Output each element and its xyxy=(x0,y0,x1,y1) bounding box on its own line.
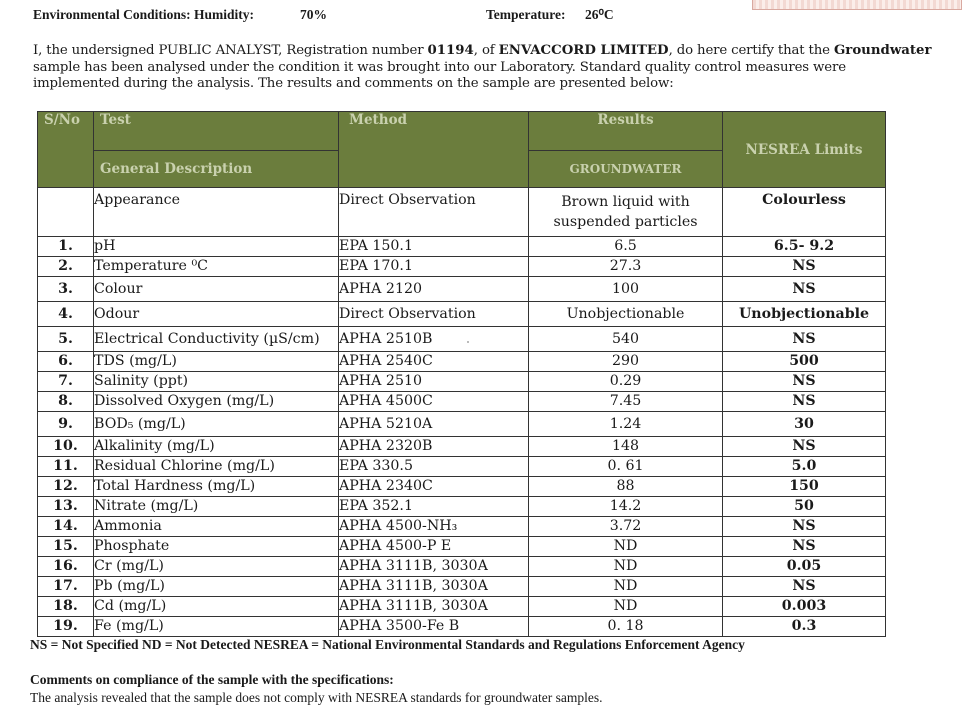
cell-result: 0.29 xyxy=(529,372,723,392)
cell-result: 7.45 xyxy=(529,392,723,412)
cell-method: APHA 3500-Fe B xyxy=(339,617,529,637)
cell-sno: 1. xyxy=(38,237,94,257)
cell-limit: NS xyxy=(723,392,886,412)
stamp-fragment xyxy=(752,0,962,10)
table-row xyxy=(38,237,886,257)
cell-method: APHA 5210A xyxy=(339,412,529,437)
cell-limit: NS xyxy=(723,257,886,277)
certification-paragraph: I, the undersigned PUBLIC ANALYST, Registration number 01194, of ENVACCORD LIMITED, do here certify that the Groundwater sample has been analysed under the condition it was brought into our Laboratory. Standard quality control measures were implemented during the analysis. The results and comments on the sample are presented below: xyxy=(33,43,932,91)
cell-result: 1.24 xyxy=(529,412,723,437)
cell-test: Pb (mg/L) xyxy=(94,577,339,597)
cell-sno: 9. xyxy=(38,412,94,437)
table-row xyxy=(38,437,886,457)
cell-sno: 15. xyxy=(38,537,94,557)
cell-limit: 50 xyxy=(723,497,886,517)
cell-method: APHA 3111B, 3030A xyxy=(339,597,529,617)
table-row xyxy=(38,302,886,327)
table-row xyxy=(38,577,886,597)
cell-result: 14.2 xyxy=(529,497,723,517)
cell-method: Direct Observation xyxy=(339,302,529,327)
table-row xyxy=(38,277,886,302)
cell-limit: NS xyxy=(723,537,886,557)
header-method: Method xyxy=(339,112,529,188)
table-row xyxy=(38,457,886,477)
table-row xyxy=(38,477,886,497)
cell-result: Brown liquid with suspended particles xyxy=(529,188,723,237)
cell-test: Salinity (ppt) xyxy=(94,372,339,392)
table-row xyxy=(38,257,886,277)
cell-method: APHA 2120 xyxy=(339,277,529,302)
sample-type: Groundwater xyxy=(833,43,932,58)
cell-sno: 17. xyxy=(38,577,94,597)
cell-method: APHA 2540C xyxy=(339,352,529,372)
cell-sno: 4. xyxy=(38,302,94,327)
cell-result: 540 xyxy=(529,327,723,352)
cell-limit: 0.3 xyxy=(723,617,886,637)
cell-result: 3.72 xyxy=(529,517,723,537)
cell-test: Colour xyxy=(94,277,339,302)
cell-method: APHA 3111B, 3030A xyxy=(339,557,529,577)
table-row xyxy=(38,617,886,637)
comments-text: The analysis revealed that the sample does not comply with NESREA standards for groundwater samples. xyxy=(30,690,603,705)
cell-sno: 7. xyxy=(38,372,94,392)
cell-test: Cr (mg/L) xyxy=(94,557,339,577)
cell-limit: NS xyxy=(723,372,886,392)
cell-result: ND xyxy=(529,597,723,617)
cell-test: Odour xyxy=(94,302,339,327)
results-table xyxy=(37,111,886,637)
cell-method: APHA 2510 xyxy=(339,372,529,392)
cell-method: EPA 352.1 xyxy=(339,497,529,517)
cell-result: ND xyxy=(529,577,723,597)
cell-sno: 14. xyxy=(38,517,94,537)
cell-method: APHA 4500C xyxy=(339,392,529,412)
environmental-conditions xyxy=(33,7,733,27)
cell-test: Appearance xyxy=(94,188,339,237)
cell-limit: Colourless xyxy=(723,188,886,237)
cell-result: 100 xyxy=(529,277,723,302)
cell-limit: NS xyxy=(723,277,886,302)
cell-limit: 0.003 xyxy=(723,597,886,617)
cell-result: 6.5 xyxy=(529,237,723,257)
cell-result: 27.3 xyxy=(529,257,723,277)
cell-test: Phosphate xyxy=(94,537,339,557)
cell-result: 88 xyxy=(529,477,723,497)
cell-test: TDS (mg/L) xyxy=(94,352,339,372)
cell-test: Total Hardness (mg/L) xyxy=(94,477,339,497)
cell-test: Residual Chlorine (mg/L) xyxy=(94,457,339,477)
cell-sno: 6. xyxy=(38,352,94,372)
table-row xyxy=(38,557,886,577)
registration-number: 01194 xyxy=(427,43,474,58)
cell-test: Dissolved Oxygen (mg/L) xyxy=(94,392,339,412)
temperature-label: Temperature: xyxy=(486,7,566,22)
cell-test: BOD₅ (mg/L) xyxy=(94,412,339,437)
cell-limit: 30 xyxy=(723,412,886,437)
cell-limit: 6.5- 9.2 xyxy=(723,237,886,257)
cell-sno: 2. xyxy=(38,257,94,277)
cell-limit: NS xyxy=(723,437,886,457)
cell-sno: 13. xyxy=(38,497,94,517)
cell-limit: 150 xyxy=(723,477,886,497)
cell-test: Temperature ⁰C xyxy=(94,257,339,277)
cell-result: 0. 61 xyxy=(529,457,723,477)
cell-sno: 11. xyxy=(38,457,94,477)
table-row xyxy=(38,392,886,412)
scan-speck xyxy=(467,341,469,343)
temperature-value: 26⁰C xyxy=(585,7,614,22)
cell-sno: 12. xyxy=(38,477,94,497)
cell-method: APHA 4500-P E xyxy=(339,537,529,557)
cell-test: Ammonia xyxy=(94,517,339,537)
table-row xyxy=(38,597,886,617)
humidity-label: Environmental Conditions: Humidity: xyxy=(33,7,255,22)
cell-limit: 500 xyxy=(723,352,886,372)
table-row xyxy=(38,537,886,557)
cell-method: APHA 2340C xyxy=(339,477,529,497)
cell-result: Unobjectionable xyxy=(529,302,723,327)
table-row-appearance xyxy=(38,188,886,237)
cell-method: APHA 2320B xyxy=(339,437,529,457)
cell-sno: 8. xyxy=(38,392,94,412)
cell-test: Nitrate (mg/L) xyxy=(94,497,339,517)
cell-sno: 10. xyxy=(38,437,94,457)
cell-test: Fe (mg/L) xyxy=(94,617,339,637)
cell-result: ND xyxy=(529,537,723,557)
cell-result: 0. 18 xyxy=(529,617,723,637)
cell-method: APHA 4500-NH₃ xyxy=(339,517,529,537)
cell-limit: NS xyxy=(723,517,886,537)
cell-sno: 3. xyxy=(38,277,94,302)
table-row xyxy=(38,517,886,537)
cell-test: Alkalinity (mg/L) xyxy=(94,437,339,457)
cell-result: 148 xyxy=(529,437,723,457)
table-row xyxy=(38,327,886,352)
cell-method: APHA 3111B, 3030A xyxy=(339,577,529,597)
cell-test: Cd (mg/L) xyxy=(94,597,339,617)
cell-method: Direct Observation xyxy=(339,188,529,237)
header-sno: S/No xyxy=(38,112,94,188)
cell-sno: 19. xyxy=(38,617,94,637)
cell-result: 290 xyxy=(529,352,723,372)
header-groundwater: GROUNDWATER xyxy=(529,151,723,188)
cell-limit: Unobjectionable xyxy=(723,302,886,327)
header-limits: NESREA Limits xyxy=(723,112,886,188)
comments-title: Comments on compliance of the sample with the specifications: xyxy=(30,672,394,687)
cell-method: EPA 170.1 xyxy=(339,257,529,277)
table-row xyxy=(38,412,886,437)
header-test: Test xyxy=(94,112,339,151)
cell-test: Electrical Conductivity (µS/cm) xyxy=(94,327,339,352)
cell-limit: 0.05 xyxy=(723,557,886,577)
humidity-value: 70% xyxy=(300,7,327,22)
table-row xyxy=(38,497,886,517)
cell-limit: NS xyxy=(723,577,886,597)
abbreviation-legend: NS = Not Specified ND = Not Detected NESREA = National Environmental Standards and Regulations Enforcement Agency xyxy=(30,637,745,652)
cell-method: EPA 330.5 xyxy=(339,457,529,477)
cell-limit: 5.0 xyxy=(723,457,886,477)
cell-method: EPA 150.1 xyxy=(339,237,529,257)
header-general-description: General Description xyxy=(94,151,339,188)
cell-result: ND xyxy=(529,557,723,577)
cell-limit: NS xyxy=(723,327,886,352)
cell-sno: 18. xyxy=(38,597,94,617)
header-results: Results xyxy=(529,112,723,151)
company-name: ENVACCORD LIMITED xyxy=(498,43,669,58)
cell-test: pH xyxy=(94,237,339,257)
cell-method: APHA 2510B xyxy=(339,327,529,352)
table-row xyxy=(38,372,886,392)
cell-sno: 16. xyxy=(38,557,94,577)
cell-sno: 5. xyxy=(38,327,94,352)
table-row xyxy=(38,352,886,372)
